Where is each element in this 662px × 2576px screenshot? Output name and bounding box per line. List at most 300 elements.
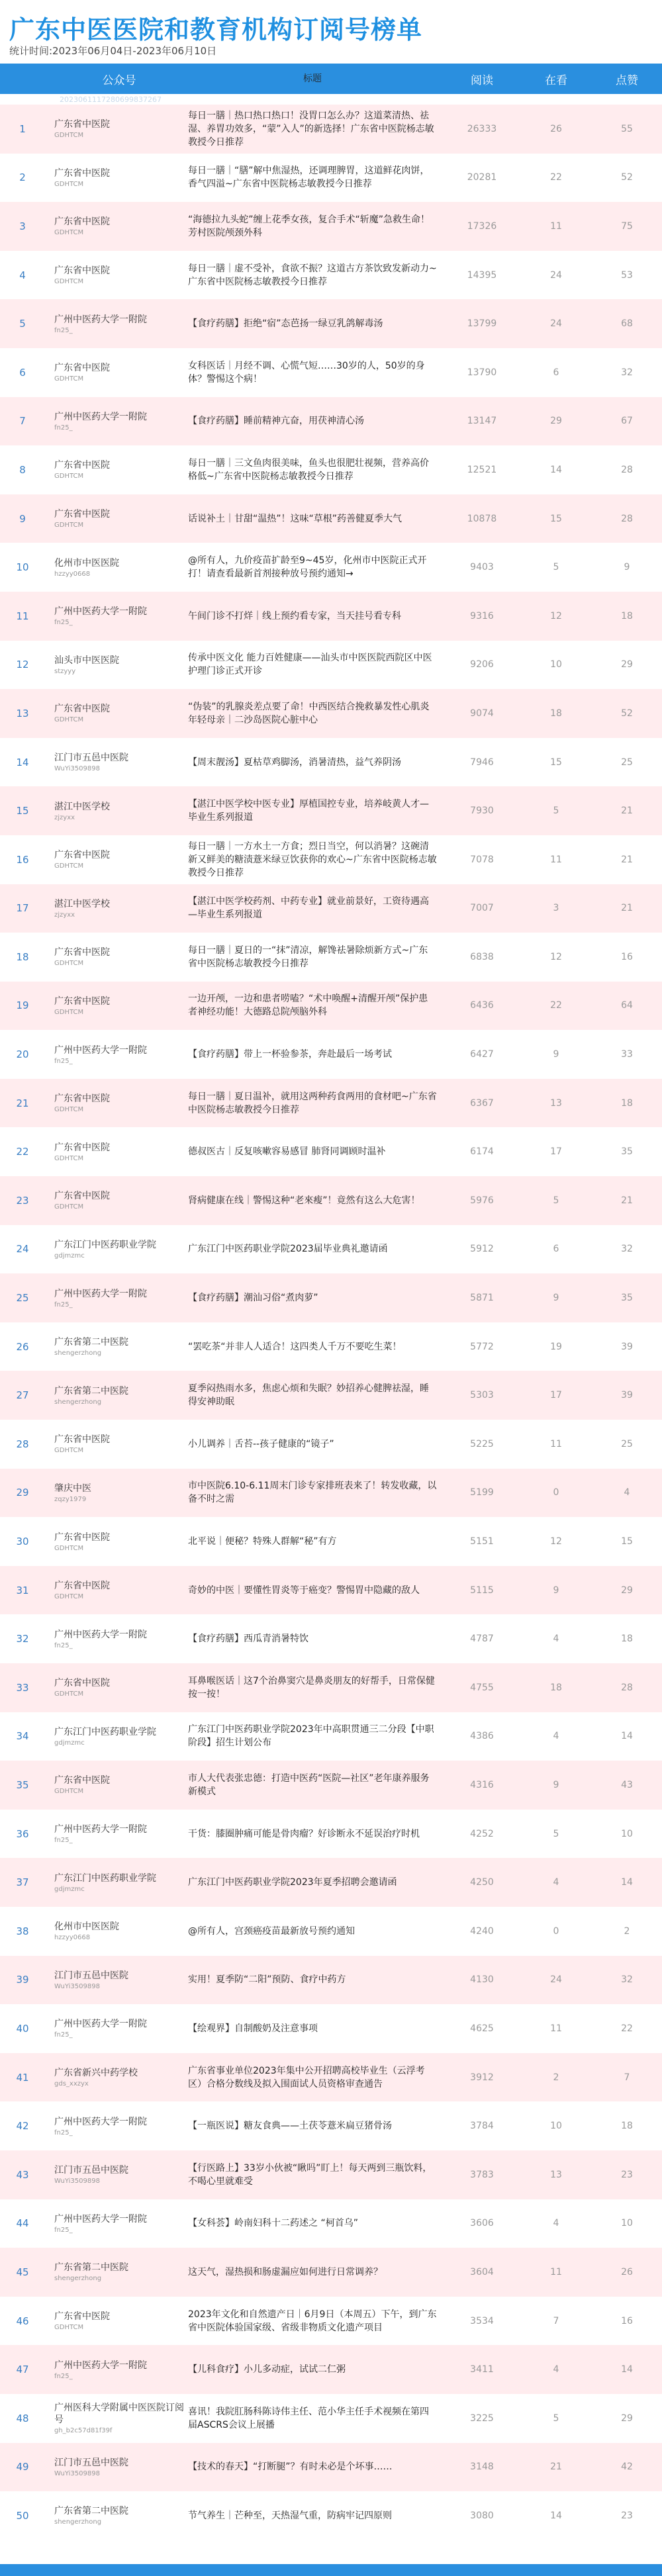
account-name[interactable]: 广东省中医院 xyxy=(54,2311,110,2323)
likes-count: 32 xyxy=(621,1244,633,1255)
article-title[interactable]: “罢吃茶“并非人人适合！这四类人千万不要吃生菜！ xyxy=(188,1341,402,1352)
article-title[interactable]: “海德拉九头蛇”缠上花季女孩，复合手术“斩魔”急救生命！芳村医院颅颈外科 xyxy=(188,214,430,238)
reads-count: 3080 xyxy=(470,2510,494,2521)
account-name[interactable]: 广东省中医院 xyxy=(54,1678,110,1689)
article-title[interactable]: 2023年文化和自然遗产日｜6月9日（本周五）下午，到广东省中医院体验国家级、省级非物质文化遗产项目 xyxy=(188,2309,437,2333)
likes-count: 29 xyxy=(621,2413,633,2424)
account-name[interactable]: 肇庆中医 xyxy=(54,1483,91,1494)
account-name[interactable]: 广东省中医院 xyxy=(54,1581,110,1592)
account-name[interactable]: 广东省中医院 xyxy=(54,167,110,179)
account-cell[interactable] xyxy=(45,1322,184,1371)
account-cell[interactable] xyxy=(45,689,184,738)
article-title[interactable]: 【食疗药膳】睡前精神亢奋，用茯神清心汤 xyxy=(188,416,364,427)
account-cell[interactable] xyxy=(45,641,184,690)
zaikan-count: 5 xyxy=(553,562,559,573)
account-cell[interactable] xyxy=(45,2150,184,2199)
zaikan-count: 24 xyxy=(550,269,562,281)
article-title[interactable]: 【食疗药膳】西瓜青消暑特饮 xyxy=(188,1633,308,1645)
rank-number: 19 xyxy=(16,999,29,1012)
account-cell[interactable] xyxy=(45,2053,184,2102)
account-name[interactable]: 江门市五邑中医院 xyxy=(54,2457,128,2468)
account-cell[interactable] xyxy=(45,738,184,787)
account-cell[interactable] xyxy=(45,543,184,592)
account-cell[interactable] xyxy=(45,2443,184,2492)
likes-count: 21 xyxy=(621,854,633,865)
account-cell[interactable] xyxy=(45,251,184,300)
rank-number: 24 xyxy=(16,1243,29,1256)
rank-number: 28 xyxy=(16,1438,29,1450)
rank-number: 18 xyxy=(16,950,29,963)
account-cell[interactable] xyxy=(45,154,184,203)
table-row[interactable] xyxy=(0,1225,662,1274)
account-cell[interactable] xyxy=(45,835,184,884)
account-cell[interactable] xyxy=(45,2004,184,2053)
account-cell[interactable] xyxy=(45,1127,184,1176)
table-row[interactable] xyxy=(0,1614,662,1663)
account-cell[interactable] xyxy=(45,1030,184,1079)
account-cell[interactable] xyxy=(45,1079,184,1128)
account-id: GDHTCM xyxy=(54,1690,84,1698)
likes-column-header[interactable]: 点赞 xyxy=(616,73,638,87)
table-row[interactable] xyxy=(0,2248,662,2297)
table-row[interactable] xyxy=(0,251,662,300)
account-name[interactable]: 广东省中医院 xyxy=(54,850,110,861)
article-title[interactable]: 【湛江中医学校中医专业】厚植国控专业，培养岐黄人才—毕业生系列报道 xyxy=(188,799,429,823)
likes-count: 64 xyxy=(621,1000,633,1011)
account-id: GDHTCM xyxy=(54,1593,84,1601)
table-row[interactable] xyxy=(0,1712,662,1761)
zaikan-count: 4 xyxy=(553,1731,559,1742)
article-title[interactable]: 【食疗药膳】潮汕习俗“煮肉萝” xyxy=(188,1293,318,1304)
account-name[interactable]: 广东省中医院 xyxy=(54,119,110,130)
rank-number: 42 xyxy=(16,2120,29,2133)
article-title[interactable]: @所有人，九价疫苗扩龄至9~45岁，化州市中医院正式开打！请查看最新首剂接种放号预约通知→ xyxy=(188,555,427,580)
article-title[interactable]: 市中医院6.10-6.11周末门诊专家排班表来了！转发收藏，以备不时之需 xyxy=(188,1481,437,1505)
account-name[interactable]: 广东省第二中医院 xyxy=(54,1337,128,1348)
article-title[interactable]: 干货：膝圈肿痛可能是骨肉瘤？好诊断永不延误治疗时机 xyxy=(188,1828,420,1839)
zaikan-count: 13 xyxy=(550,2169,562,2180)
table-row[interactable] xyxy=(0,786,662,835)
article-title[interactable]: 【食疗药膳】带上一杯验参茶，奔赴最后一场考试 xyxy=(188,1049,392,1060)
zaikan-count: 9 xyxy=(553,1779,559,1790)
account-name[interactable]: 广州中医药大学一附院 xyxy=(54,2213,147,2225)
likes-count: 15 xyxy=(621,1536,633,1547)
table-row[interactable] xyxy=(0,2297,662,2346)
ranking-table xyxy=(0,64,662,2540)
reads-count: 4240 xyxy=(470,1925,494,1937)
article-title[interactable]: 北平说｜便秘？特殊人群解“秘”有方 xyxy=(188,1536,337,1547)
article-title[interactable]: 这天气，湿热损和肠虚漏应如何进行日常调养？ xyxy=(188,2266,383,2277)
reads-count: 3604 xyxy=(470,2266,494,2277)
reads-count: 4787 xyxy=(470,1633,494,1645)
table-row[interactable] xyxy=(0,2101,662,2150)
account-cell[interactable] xyxy=(45,592,184,641)
account-cell[interactable] xyxy=(45,1858,184,1907)
article-title[interactable]: 实用！夏季防“二阳”预防、食疗中药方 xyxy=(188,1974,346,1986)
reads-count: 5772 xyxy=(470,1341,494,1352)
rank-number: 50 xyxy=(16,2509,29,2522)
reads-count: 4316 xyxy=(470,1779,494,1790)
account-name[interactable]: 广东省中医院 xyxy=(54,1191,110,1202)
reads-count: 5871 xyxy=(470,1293,494,1304)
likes-count: 18 xyxy=(621,1097,633,1109)
article-title[interactable]: 【周末靓汤】夏枯草鸡脚汤，消暑清热，益气养阴汤 xyxy=(188,757,401,768)
account-id: GDHTCM xyxy=(54,132,84,140)
account-cell[interactable] xyxy=(45,2248,184,2297)
article-title[interactable]: 广东江门中医药职业学院2023年中高职贯通三二分段【中职阶段】招生计划公布 xyxy=(188,1724,434,1749)
account-name[interactable]: 广东省中医院 xyxy=(54,363,110,374)
table-row[interactable] xyxy=(0,1176,662,1225)
reads-count: 12521 xyxy=(467,464,497,475)
article-title[interactable]: 每日一膳｜一方水土一方食；烈日当空，何以消暑？这碗清新又鲜美的糖渍薏米绿豆饮获你的欢心~广东省中医院杨志敏教授今日推荐 xyxy=(188,841,437,878)
account-id: shengerzhong xyxy=(54,1350,102,1357)
account-name[interactable]: 湛江中医学校 xyxy=(54,801,110,812)
zaikan-count: 15 xyxy=(550,513,562,524)
table-row[interactable] xyxy=(0,299,662,348)
article-title[interactable]: 广东省事业单位2023年集中公开招聘高校毕业生（云浮考区）合格分数线及拟入围面试人员资格审查通告 xyxy=(188,2065,425,2090)
table-row[interactable] xyxy=(0,1420,662,1469)
article-title[interactable]: 【儿科食疗】小儿多动症，试试二仁粥 xyxy=(188,2364,346,2375)
article-title[interactable]: 【绘观界】自制酸奶及注意事项 xyxy=(188,2023,318,2034)
account-name[interactable]: 广州中医药大学一附院 xyxy=(54,411,147,422)
account-name[interactable]: 化州市中医医院 xyxy=(54,557,119,569)
table-row[interactable] xyxy=(0,154,662,203)
table-row[interactable] xyxy=(0,494,662,543)
account-name[interactable]: 广州中医药大学一附院 xyxy=(54,1288,147,1299)
table-row[interactable] xyxy=(0,2199,662,2248)
likes-count: 14 xyxy=(621,1731,633,1742)
table-row[interactable] xyxy=(0,1127,662,1176)
account-name[interactable]: 江门市五邑中医院 xyxy=(54,1970,128,1981)
account-cell[interactable] xyxy=(45,1663,184,1712)
article-title[interactable]: 【湛江中医学校药剂、中药专业】就业前景好，工资待遇高—毕业生系列报道 xyxy=(188,896,429,921)
account-name[interactable]: 广东江门中医药职业学院 xyxy=(54,1239,156,1250)
account-name[interactable]: 广东省中医院 xyxy=(54,1532,110,1543)
table-row[interactable] xyxy=(0,1371,662,1420)
rank-number: 2 xyxy=(19,171,26,184)
account-name[interactable]: 广东省中医院 xyxy=(54,1434,110,1446)
likes-count: 9 xyxy=(624,562,630,573)
reads-count: 7007 xyxy=(470,903,494,914)
table-row[interactable] xyxy=(0,884,662,933)
account-cell[interactable] xyxy=(45,1420,184,1469)
likes-count: 25 xyxy=(621,757,633,768)
table-row[interactable] xyxy=(0,1079,662,1128)
zaikan-count: 24 xyxy=(550,318,562,330)
account-name[interactable]: 广东省第二中医院 xyxy=(54,1385,128,1397)
article-title[interactable]: 广东江门中医药职业学院2023届毕业典礼邀请函 xyxy=(188,1244,388,1255)
account-name[interactable]: 广东省中医院 xyxy=(54,460,110,471)
article-title[interactable]: “伪装”的乳腺炎差点要了命！中西医结合挽救暴发性心肌炎年轻母亲｜二沙岛医院心脏中心 xyxy=(188,701,430,725)
article-title[interactable]: 【行医路上】33岁小伙被“瞅吗”盯上！每天两到三瓶饮料，不喝心里就难受 xyxy=(188,2162,432,2187)
article-title[interactable]: 肾病健康在线｜警惕这种“老來瘦”！竟然有这么大危害！ xyxy=(188,1195,420,1206)
account-cell[interactable] xyxy=(45,1371,184,1420)
table-row[interactable] xyxy=(0,835,662,884)
account-name[interactable]: 广州中医药大学一附院 xyxy=(54,314,147,325)
article-title[interactable]: 市人大代表张忠德：打造中医药“医院—社区”老年康养服务新模式 xyxy=(188,1772,430,1797)
account-name[interactable]: 广东省第二中医院 xyxy=(54,2506,128,2517)
account-cell[interactable] xyxy=(45,2394,184,2443)
table-row[interactable] xyxy=(0,1566,662,1615)
account-name[interactable]: 广东江门中医药职业学院 xyxy=(54,1872,156,1884)
article-title[interactable]: 话说补土｜甘甜“温热”！这味“草根”药善健夏季大气 xyxy=(188,513,402,524)
reads-count: 3411 xyxy=(470,2364,494,2375)
table-row[interactable] xyxy=(0,2345,662,2394)
article-title[interactable]: 【女科荟】岭南妇科十二药述之 “柯首乌” xyxy=(188,2218,358,2229)
account-name[interactable]: 广东省中医院 xyxy=(54,1775,110,1786)
account-id: WuYi3509898 xyxy=(54,2469,100,2477)
article-title[interactable]: 广东江门中医药职业学院2023年夏季招聘会邀请函 xyxy=(188,1877,397,1888)
table-row[interactable] xyxy=(0,2004,662,2053)
zaikan-count: 5 xyxy=(553,2413,559,2424)
article-title[interactable]: 喜讯！我院肛肠科陈诗伟主任、范小华主任手术视频在第四届ASCRS会议上展播 xyxy=(188,2406,429,2430)
table-row[interactable] xyxy=(0,2150,662,2199)
account-name[interactable]: 广东省中医院 xyxy=(54,995,110,1007)
account-cell[interactable] xyxy=(45,1956,184,2005)
zaikan-count: 9 xyxy=(553,1049,559,1060)
table-row[interactable] xyxy=(0,2053,662,2102)
reads-count: 17326 xyxy=(467,220,497,232)
account-cell[interactable] xyxy=(45,786,184,835)
account-id: fn25_ xyxy=(54,1641,73,1649)
table-row[interactable] xyxy=(0,641,662,690)
table-row[interactable] xyxy=(0,202,662,251)
account-name[interactable]: 广东省中医院 xyxy=(54,265,110,277)
table-row[interactable] xyxy=(0,445,662,494)
account-name[interactable]: 江门市五邑中医院 xyxy=(54,2165,128,2176)
account-cell[interactable] xyxy=(45,2101,184,2150)
rank-number: 15 xyxy=(16,805,29,817)
zaikan-count: 4 xyxy=(553,2218,559,2229)
account-id: GDHTCM xyxy=(54,960,84,968)
article-title[interactable]: 【技术的春天】“打断腿”？有时未必是个坏事…… xyxy=(188,2461,393,2473)
table-row[interactable] xyxy=(0,1517,662,1566)
table-row[interactable] xyxy=(0,1761,662,1810)
account-id: shengerzhong xyxy=(54,1398,102,1406)
account-id: hzzyy0668 xyxy=(54,570,91,578)
table-row[interactable] xyxy=(0,1956,662,2005)
account-name[interactable]: 汕头市中医医院 xyxy=(54,655,119,666)
reads-count: 9403 xyxy=(470,562,494,573)
zaikan-count: 11 xyxy=(550,2023,562,2034)
account-name[interactable]: 广州中医药大学一附院 xyxy=(54,2116,147,2127)
table-row[interactable] xyxy=(0,1469,662,1518)
zaikan-count: 11 xyxy=(550,1438,562,1449)
account-column-header[interactable]: 公众号 xyxy=(102,73,136,87)
account-cell[interactable] xyxy=(45,397,184,446)
likes-count: 7 xyxy=(624,2072,630,2083)
article-title[interactable]: 节气养生｜芒种至，天热湿气重，防病牢记四原则 xyxy=(188,2510,392,2521)
zaikan-column-header[interactable]: 在看 xyxy=(545,73,567,87)
account-name[interactable]: 化州市中医医院 xyxy=(54,1921,119,1933)
article-title[interactable]: 每日一膳｜热口热口热口！没胃口怎么办？这道菜清热、祛湿、养胃功效多，“蒙”入人”的新选择！广东省中医院杨志敏教授今日推荐 xyxy=(188,110,434,148)
rank-number: 29 xyxy=(16,1487,29,1499)
account-name[interactable]: 广东省中医院 xyxy=(54,509,110,520)
account-cell[interactable] xyxy=(45,2297,184,2346)
article-title[interactable]: 每日一膳｜“膳”解中焦湿热，还调理脾胃，这道鲜花肉饼，香气四溢~广东省中医院杨志敏教授今日推荐 xyxy=(188,165,430,190)
account-name[interactable]: 广州中医药大学一附院 xyxy=(54,606,147,618)
account-name[interactable]: 广东江门中医药职业学院 xyxy=(54,1726,156,1737)
table-row[interactable] xyxy=(0,982,662,1031)
account-id: shengerzhong xyxy=(54,2518,102,2526)
title-column-header[interactable]: 标题 xyxy=(303,73,322,84)
article-title[interactable]: 【食疗药膳】拒绝“宿”态芭扬一绿豆乳鸽解毒汤 xyxy=(188,318,383,330)
account-cell[interactable] xyxy=(45,1907,184,1956)
rank-number: 35 xyxy=(16,1778,29,1791)
account-cell[interactable] xyxy=(45,1225,184,1274)
account-name[interactable]: 广东省中医院 xyxy=(54,947,110,958)
account-name[interactable]: 广东省新兴中药学校 xyxy=(54,2068,138,2079)
reads-count: 14395 xyxy=(467,269,497,281)
reads-count: 5976 xyxy=(470,1195,494,1206)
likes-count: 29 xyxy=(621,1585,633,1596)
table-row[interactable] xyxy=(0,2443,662,2492)
account-name[interactable]: 广州中医药大学一附院 xyxy=(54,2019,147,2030)
account-id: gdjmzmc xyxy=(54,1739,85,1747)
account-cell[interactable] xyxy=(45,2491,184,2540)
table-row[interactable] xyxy=(0,933,662,982)
zaikan-count: 3 xyxy=(553,903,559,914)
account-cell[interactable] xyxy=(45,299,184,348)
article-title[interactable]: 女科医话｜月经不调、心慌气短……30岁的人，50岁的身体？警惕这个病！ xyxy=(188,360,425,385)
rank-number: 16 xyxy=(16,853,29,866)
likes-count: 39 xyxy=(621,1390,633,1401)
account-id: GDHTCM xyxy=(54,375,84,383)
article-title[interactable]: 【一瓶医说】糖友食典——土茯苓薏米扁豆猪骨汤 xyxy=(188,2121,392,2132)
table-row[interactable] xyxy=(0,1858,662,1907)
account-cell[interactable] xyxy=(45,445,184,494)
article-title[interactable]: 一边开颅，一边和患者唠嗑？“术中唤醒+清醒开颅”保护患者神经功能！大德路总院颅脑外科 xyxy=(188,993,428,1018)
reads-count: 6367 xyxy=(470,1097,494,1109)
stat-period: 统计时间:2023年06月04日-2023年06月10日 xyxy=(9,45,217,57)
account-cell[interactable] xyxy=(45,1469,184,1518)
table-row[interactable] xyxy=(0,2491,662,2540)
account-cell[interactable] xyxy=(45,494,184,543)
table-row[interactable] xyxy=(0,1273,662,1322)
account-name[interactable]: 广东省中医院 xyxy=(54,704,110,715)
likes-count: 28 xyxy=(621,464,633,475)
account-cell[interactable] xyxy=(45,2199,184,2248)
account-cell[interactable] xyxy=(45,2345,184,2394)
account-cell[interactable] xyxy=(45,1810,184,1859)
rank-number: 9 xyxy=(19,512,26,525)
table-row[interactable] xyxy=(0,2394,662,2443)
article-title[interactable]: 每日一膳｜夏日的一“抹”清凉，解馋祛暑除烦新方式~广东省中医院杨志敏教授今日推荐 xyxy=(188,944,428,969)
account-name[interactable]: 湛江中医学校 xyxy=(54,898,110,909)
account-id: gdjmzmc xyxy=(54,1252,85,1260)
account-cell[interactable] xyxy=(45,933,184,982)
account-cell[interactable] xyxy=(45,1761,184,1810)
likes-count: 29 xyxy=(621,659,633,670)
reads-count: 7946 xyxy=(470,757,494,768)
reads-count: 6838 xyxy=(470,951,494,962)
reads-count: 10878 xyxy=(467,513,497,524)
table-row[interactable] xyxy=(0,689,662,738)
article-title[interactable]: 德叔医古｜反复咳嗽容易感冒 肺肾同调顾时温补 xyxy=(188,1146,386,1158)
account-id: fn25_ xyxy=(54,619,73,627)
account-id: fn25_ xyxy=(54,1837,73,1845)
likes-count: 10 xyxy=(621,1828,633,1839)
account-cell[interactable] xyxy=(45,348,184,397)
table-row[interactable] xyxy=(0,1663,662,1712)
account-name[interactable]: 广东省中医院 xyxy=(54,216,110,228)
zaikan-count: 0 xyxy=(553,1925,559,1937)
account-cell[interactable] xyxy=(45,202,184,251)
table-row[interactable] xyxy=(0,1322,662,1371)
account-name[interactable]: 广州中医药大学一附院 xyxy=(54,1044,147,1056)
account-cell[interactable] xyxy=(45,1273,184,1322)
reads-count: 9206 xyxy=(470,659,494,670)
account-name[interactable]: 广东省中医院 xyxy=(54,1093,110,1105)
account-cell[interactable] xyxy=(45,1517,184,1566)
account-name[interactable]: 广州中医药大学一附院 xyxy=(54,1824,147,1835)
article-title[interactable]: 耳鼻喉医话｜这7个治鼻窦穴是鼻炎朋友的好帮手，日常保健按一按！ xyxy=(188,1675,435,1700)
rank-number: 49 xyxy=(16,2461,29,2473)
zaikan-count: 21 xyxy=(550,2461,562,2473)
zaikan-count: 4 xyxy=(553,2364,559,2375)
rank-number: 47 xyxy=(16,2364,29,2376)
article-title[interactable]: 每日一膳｜夏日温补，就用这两种药食两用的食材吧~广东省中医院杨志敏教授今日推荐 xyxy=(188,1091,437,1115)
account-name[interactable]: 广东省第二中医院 xyxy=(54,2262,128,2274)
account-cell[interactable] xyxy=(45,1614,184,1663)
account-cell[interactable] xyxy=(45,1712,184,1761)
zaikan-count: 5 xyxy=(553,805,559,817)
article-title[interactable]: 奇妙的中医｜要懂性胃炎等于癌变？警惕胃中隐藏的敌人 xyxy=(188,1585,420,1596)
reads-count: 4755 xyxy=(470,1682,494,1693)
article-title[interactable]: 传承中医文化 能力百姓健康——汕头市中医医院西院区中医护理门诊正式开诊 xyxy=(188,653,432,677)
account-cell[interactable] xyxy=(45,105,184,154)
zaikan-count: 22 xyxy=(550,1000,562,1011)
account-id: fn25_ xyxy=(54,424,73,432)
table-row[interactable] xyxy=(0,1030,662,1079)
reads-count: 4130 xyxy=(470,1974,494,1986)
account-cell[interactable] xyxy=(45,1566,184,1615)
account-cell[interactable] xyxy=(45,884,184,933)
table-row[interactable] xyxy=(0,1907,662,1956)
zaikan-count: 29 xyxy=(550,416,562,427)
account-id: fn25_ xyxy=(54,2129,73,2137)
account-name[interactable]: 广州中医药大学一附院 xyxy=(54,1629,147,1640)
article-title[interactable]: 每日一膳｜三文鱼肉很美味，鱼头也很肥壮视频，营养高价格低~广东省中医院杨志敏教授今日推荐 xyxy=(188,457,429,482)
reads-count: 5303 xyxy=(470,1390,494,1401)
article-title[interactable]: 每日一膳｜虚不受补，食欲不振？这道古方茶饮致发新动力~广东省中医院杨志敏教授今日推荐 xyxy=(188,263,437,287)
account-name[interactable]: 江门市五邑中医院 xyxy=(54,753,128,764)
account-name[interactable]: 广东省中医院 xyxy=(54,1142,110,1153)
table-row[interactable] xyxy=(0,348,662,397)
article-title[interactable]: @所有人，宫颈癌疫苗最新放号预约通知 xyxy=(188,1925,355,1937)
rank-number: 32 xyxy=(16,1633,29,1645)
table-row[interactable] xyxy=(0,738,662,787)
reads-column-header[interactable]: 阅读 xyxy=(471,73,493,87)
table-row[interactable] xyxy=(0,1810,662,1859)
likes-count: 53 xyxy=(621,269,633,281)
table-row[interactable] xyxy=(0,397,662,446)
table-row[interactable] xyxy=(0,592,662,641)
article-title[interactable]: 小儿调养｜舌苔--孩子健康的“镜子” xyxy=(188,1438,334,1449)
reads-count: 3534 xyxy=(470,2315,494,2326)
rank-number: 14 xyxy=(16,756,29,768)
table-row[interactable] xyxy=(0,543,662,592)
account-name[interactable]: 广州医科大学附属中医医院订阅号 xyxy=(54,2403,184,2426)
article-title[interactable]: 夏季闷热雨水多，焦虑心烦和失眠？妙招养心健脾祛湿，睡得安神助眠 xyxy=(188,1383,429,1408)
table-row[interactable] xyxy=(0,105,662,154)
account-cell[interactable] xyxy=(45,982,184,1031)
account-cell[interactable] xyxy=(45,1176,184,1225)
likes-count: 4 xyxy=(624,1487,630,1498)
article-title[interactable]: 午间门诊不打烊｜线上预约看专家，当天挂号看专科 xyxy=(188,610,401,621)
account-name[interactable]: 广州中医药大学一附院 xyxy=(54,2360,147,2371)
account-id: GDHTCM xyxy=(54,1788,84,1796)
